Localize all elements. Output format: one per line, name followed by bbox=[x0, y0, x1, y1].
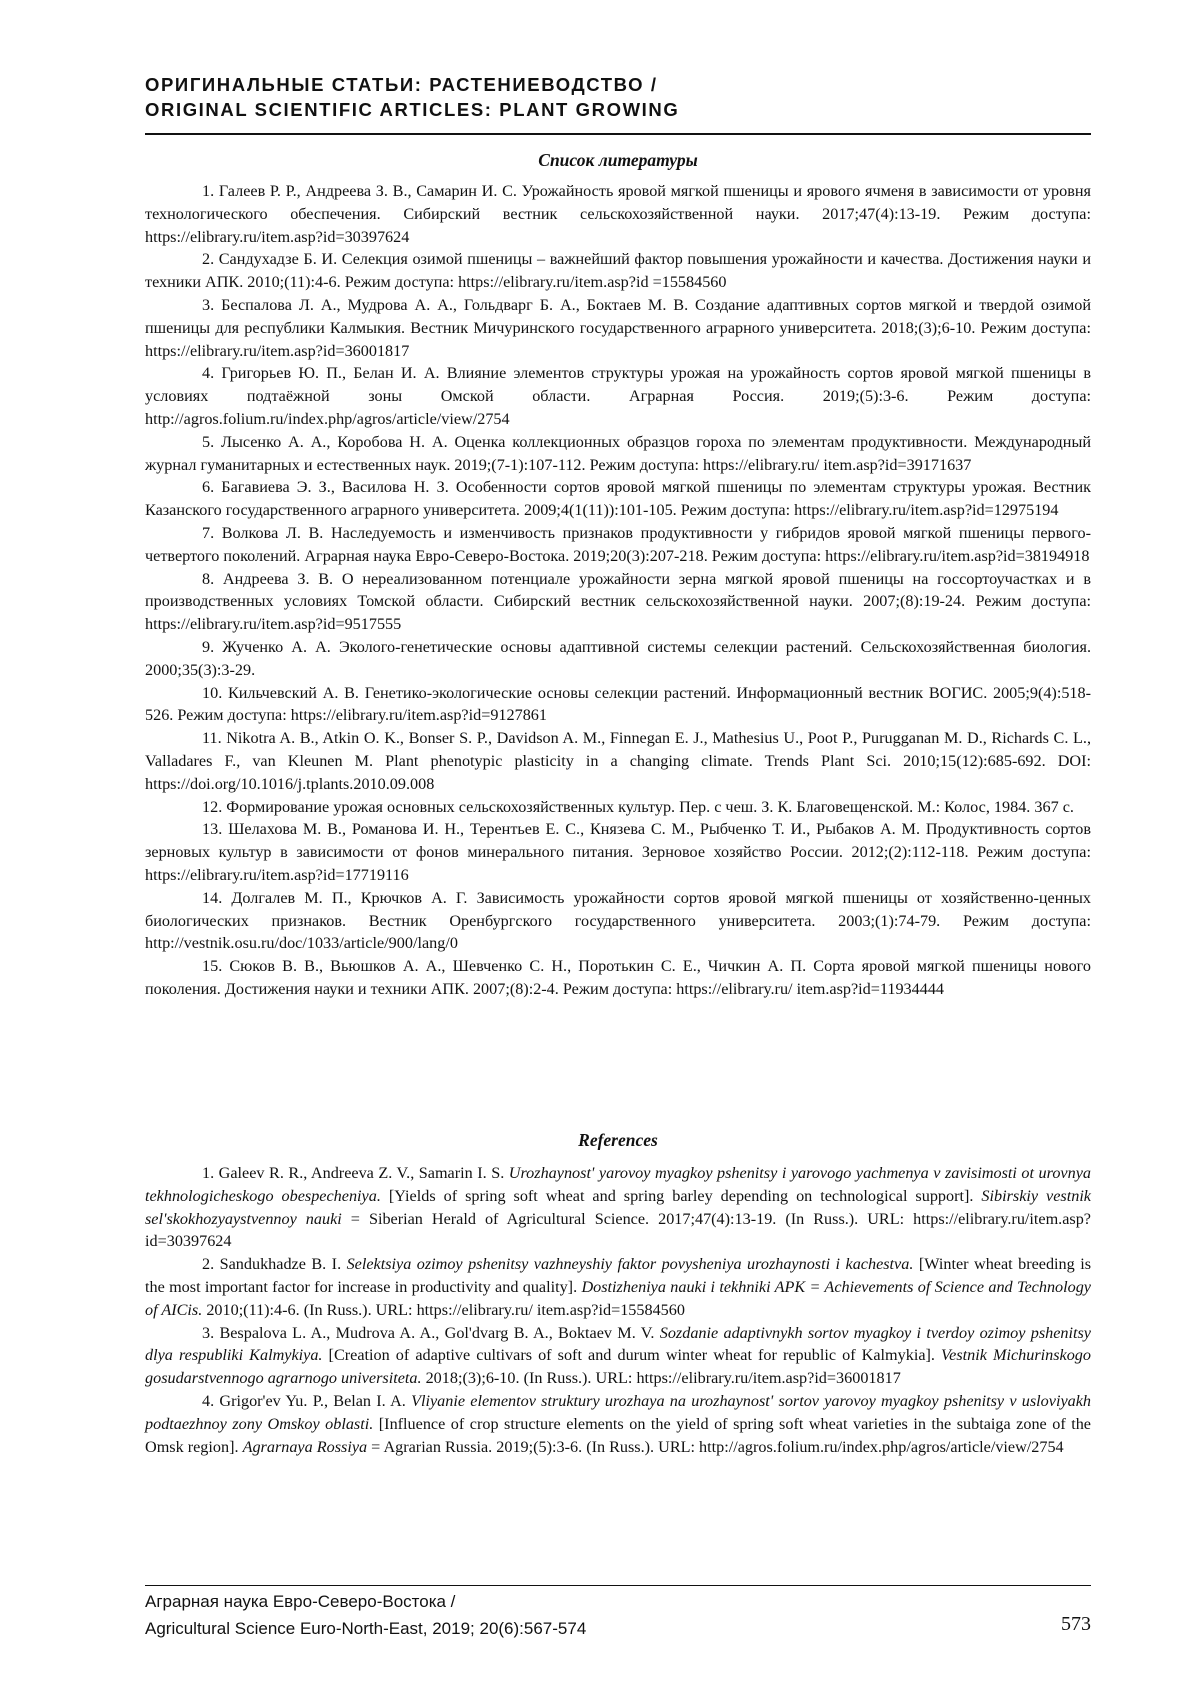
ru-reference-item: 7. Волкова Л. В. Наследуемость и изменчивость признаков продуктивности у гибридов яровой мягкой пшеницы первого-четвертого поколений. Аграрная наука Евро-Северо-Востока. 2019;20(3):207-218. Режим доступа: https://elibrary.ru/item.asp?id=38194918 bbox=[145, 523, 1091, 565]
ref-translation: [Influence of crop structure elements on the yield of spring soft wheat varieties in the subtaiga zone of the Omsk region]. bbox=[145, 1414, 1091, 1456]
ref-details: = Agrarian Russia. 2019;(5):3-6. (In Russ.). URL: http://agros.folium.ru/index.php/agros/article/view/2754 bbox=[367, 1437, 1064, 1456]
ref-journal: Sibirskiy vestnik sel'skokhozyaystvennoy nauki bbox=[145, 1186, 1091, 1228]
ru-reference-item: 3. Беспалова Л. А., Мудрова А. А., Гольдварг Б. А., Боктаев М. В. Создание адаптивных сортов мягкой и твердой озимой пшеницы для республики Калмыкия. Вестник Мичуринского государственного аграрного университета. 2018;(3);6-10. Режим доступа: https://elibrary.ru/item.asp?id=36001817 bbox=[145, 295, 1091, 360]
en-reference-item bbox=[145, 1390, 1091, 1458]
en-reference-item bbox=[145, 1162, 1091, 1253]
footer-journal-en: Agricultural Science Euro-North-East, 2019; 20(6):567-574 bbox=[145, 1619, 587, 1638]
ref-authors: 4. Grigor'ev Yu. P., Belan I. A. bbox=[202, 1391, 412, 1410]
ru-reference-item: 15. Сюков В. В., Вьюшков А. А., Шевченко С. Н., Поротькин С. Е., Чичкин А. П. Сорта яровой мягкой пшеницы нового поколения. Достижения науки и техники АПК. 2007;(8):2-4. Режим доступа: https://elibrary.ru/ item.asp?id=11934444 bbox=[145, 957, 1091, 998]
footer-journal-ru: Аграрная наука Евро-Северо-Востока / bbox=[145, 1592, 456, 1611]
ru-reference-item: 6. Багавиева Э. З., Василова Н. З. Особенности сортов яровой мягкой пшеницы по элементам структуры урожая. Вестник Казанского государственного аграрного университета. 2009;4(1(11)):101-105. Режим доступа: https://elibrary.ru/item.asp?id=12975194 bbox=[145, 478, 1091, 520]
ref-title: Vliyanie elementov struktury urozhaya na urozhaynost' sortov yarovoy myagkoy pshenitsy v usloviyakh podtaezhnoy zony Omskoy oblasti. bbox=[145, 1391, 1092, 1433]
page-number: 573 bbox=[1061, 1613, 1091, 1635]
en-reference-item bbox=[145, 1322, 1091, 1390]
ref-authors: 2. Sandukhadze B. I. bbox=[202, 1255, 347, 1274]
ru-reference-item: 4. Григорьев Ю. П., Белан И. А. Влияние элементов структуры урожая на урожайность сортов яровой мягкой пшеницы в условиях подтаёжной зоны Омской области. Аграрная Россия. 2019;(5):3-6. Режим доступа: http://agros.folium.ru/index.php/agros/article/view/2754 bbox=[145, 364, 1091, 428]
ru-reference-item: 12. Формирование урожая основных сельскохозяйственных культур. Пер. с чеш. З. К. Благовещенской. М.: Колос, 1984. 367 с. bbox=[202, 797, 1074, 816]
ru-reference-item: 5. Лысенко А. А., Коробова Н. А. Оценка коллекционных образцов гороха по элементам продуктивности. Международный журнал гуманитарных и естественных наук. 2019;(7-1):107-112. Режим доступа: https://elibrary.ru/ item.asp?id=39171637 bbox=[145, 432, 1091, 474]
ref-details: = Siberian Herald of Agricultural Science. 2017;47(4):13-19. (In Russ.). URL: https://elibrary.ru/item.asp?id=30397624 bbox=[145, 1209, 1091, 1251]
ref-journal: Dostizheniya nauki i tekhniki APK = Achievements of Science and Technology of AICis. bbox=[145, 1277, 1091, 1319]
ru-reference-item: 2. Сандухадзе Б. И. Селекция озимой пшеницы – важнейший фактор повышения урожайности и качества. Достижения науки и техники АПК. 2010;(11):4-6. Режим доступа: https://elibrary.ru/item.asp?id =15584560 bbox=[145, 250, 1091, 292]
ru-reference-list bbox=[145, 180, 1091, 1001]
ru-reference-item: 9. Жученко А. А. Эколого-генетические основы адаптивной системы селекции растений. Сельскохозяйственная биология. 2000;35(3):3-29. bbox=[145, 637, 1091, 679]
ru-reference-item: 11. Nikotra A. B., Atkin O. K., Bonser S. P., Davidson A. M., Finnegan E. J., Mathesius U., Poot P., Purugganan M. D., Richards C. L., Valladares F., van Kleunen M. Plant phenotypic plasticity in a changing climate. Trends Plant Sci. 2010;15(12):685-692. DOI: https://doi.org/10.1016/j.tplants.2010.09.008 bbox=[145, 729, 1091, 793]
header-line-en: ORIGINAL SCIENTIFIC ARTICLES: PLANT GROWING bbox=[145, 99, 680, 120]
ref-title: Selektsiya ozimoy pshenitsy vazhneyshiy faktor povysheniya urozhaynosti i kachestva. bbox=[346, 1255, 914, 1274]
page-footer bbox=[145, 1588, 1091, 1638]
ref-authors: 3. Bespalova L. A., Mudrova A. A., Gol'dvarg B. A., Boktaev M. V. bbox=[202, 1323, 660, 1342]
ref-translation: [Yields of spring soft wheat and spring barley depending on technological support]. bbox=[380, 1186, 982, 1205]
ref-translation: [Creation of adaptive cultivars of soft and durum winter wheat for republic of Kalmykia]. bbox=[322, 1346, 942, 1365]
ref-title: Sozdanie adaptivnykh sortov myagkoy i tverdoy ozimoy pshenitsy dlya respubliki Kalmykiya. bbox=[145, 1323, 1091, 1365]
ref-journal: Agrarnaya Rossiya bbox=[242, 1437, 368, 1456]
header-line-ru: ОРИГИНАЛЬНЫЕ СТАТЬИ: РАСТЕНИЕВОДСТВО / bbox=[145, 74, 658, 95]
ru-reference-item: 14. Долгалев М. П., Крючков А. Г. Зависимость урожайности сортов яровой мягкой пшеницы от хозяйственно-ценных биологических признаков. Вестник Оренбургского государственного университета. 2003;(1):74-79. Режим доступа: http://vestnik.osu.ru/doc/1033/article/900/lang/0 bbox=[145, 888, 1091, 953]
ru-references-title: Список литературы bbox=[538, 150, 698, 170]
footer-divider bbox=[145, 1585, 1091, 1586]
ref-journal: Vestnik Michurinskogo gosudarstvennogo agrarnogo universiteta. bbox=[145, 1346, 1091, 1388]
en-references-title: References bbox=[578, 1130, 658, 1150]
ref-title: Urozhaynost' yarovoy myagkoy pshenitsy i yarovogo yachmenya v zavisimosti ot urovnya tekhnologicheskogo obespecheniya. bbox=[145, 1164, 1091, 1205]
ru-reference-item: 10. Кильчевский А. В. Генетико-экологические основы селекции растений. Информационный вестник ВОГИС. 2005;9(4):518-526. Режим доступа: https://elibrary.ru/item.asp?id=9127861 bbox=[145, 683, 1091, 725]
running-header bbox=[145, 72, 1075, 122]
ru-reference-item: 13. Шелахова М. В., Романова И. Н., Терентьев Е. С., Князева С. М., Рыбченко Т. И., Рыбаков А. М. Продуктивность сортов зерновых культур в зависимости от фонов минерального питания. Зерновое хозяйство России. 2012;(2):112-118. Режим доступа: https://elibrary.ru/item.asp?id=17719116 bbox=[145, 820, 1091, 884]
ref-authors: 1. Galeev R. R., Andreeva Z. V., Samarin I. S. bbox=[202, 1164, 509, 1182]
ru-reference-item: 1. Галеев Р. Р., Андреева З. В., Самарин И. С. Урожайность яровой мягкой пшеницы и ярового ячменя в зависимости от уровня технологического обеспечения. Сибирский вестник сельскохозяйственной науки. 2017;47(4):13-19. Режим доступа: https://elibrary.ru/item.asp?id=30397624 bbox=[145, 182, 1091, 246]
ref-details: 2018;(3);6-10. (In Russ.). URL: https://elibrary.ru/item.asp?id=36001817 bbox=[421, 1369, 901, 1388]
ref-details: 2010;(11):4-6. (In Russ.). URL: https://elibrary.ru/ item.asp?id=15584560 bbox=[202, 1300, 685, 1319]
header-divider bbox=[145, 133, 1091, 135]
ru-reference-item: 8. Андреева З. В. О нереализованном потенциале урожайности зерна мягкой яровой пшеницы на госсортоучастках и в производственных условиях Томской области. Сибирский вестник сельскохозяйственной науки. 2007;(8):19-24. Режим доступа: https://elibrary.ru/item.asp?id=9517555 bbox=[145, 569, 1091, 634]
en-reference-item bbox=[145, 1253, 1091, 1321]
ref-translation: [Winter wheat breeding is the most important factor for increase in productivity and quality]. bbox=[145, 1255, 1092, 1296]
en-reference-list bbox=[145, 1162, 1091, 1458]
